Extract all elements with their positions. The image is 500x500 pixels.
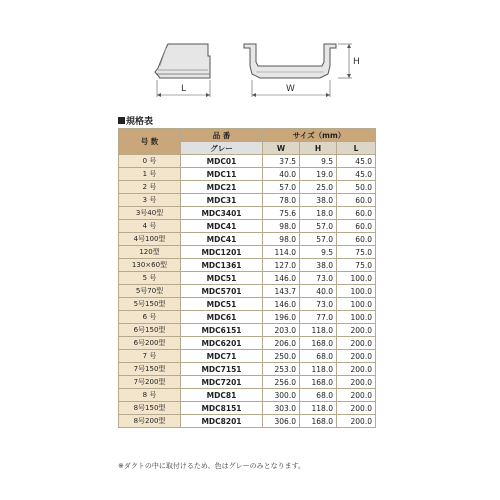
width-cell: 306.0 xyxy=(263,415,300,428)
width-cell: 114.0 xyxy=(263,246,300,259)
length-cell: 200.0 xyxy=(337,402,376,415)
length-cell: 60.0 xyxy=(337,220,376,233)
table-row xyxy=(119,311,376,324)
width-cell: 300.0 xyxy=(263,389,300,402)
width-cell: 146.0 xyxy=(263,298,300,311)
header-product: 品 番 xyxy=(181,129,263,142)
height-cell: 19.0 xyxy=(300,168,337,181)
width-cell: 203.0 xyxy=(263,324,300,337)
length-cell: 60.0 xyxy=(337,207,376,220)
height-cell: 57.0 xyxy=(300,220,337,233)
width-cell: 57.0 xyxy=(263,181,300,194)
row-number-cell: 7号200型 xyxy=(119,376,181,389)
header-size: サイズ（mm） xyxy=(263,129,376,142)
height-cell: 77.0 xyxy=(300,311,337,324)
product-code-cell: MDC01 xyxy=(181,155,263,168)
product-diagram xyxy=(0,0,500,112)
length-cell: 200.0 xyxy=(337,415,376,428)
length-cell: 45.0 xyxy=(337,168,376,181)
height-cell: 9.5 xyxy=(300,246,337,259)
length-cell: 75.0 xyxy=(337,246,376,259)
width-cell: 75.6 xyxy=(263,207,300,220)
row-number-cell: 6号200型 xyxy=(119,337,181,350)
header-w: W xyxy=(263,142,300,155)
header-color: グレー xyxy=(181,142,263,155)
width-cell: 143.7 xyxy=(263,285,300,298)
row-number-cell: 5号150型 xyxy=(119,298,181,311)
section-title xyxy=(118,114,153,127)
dimension-label-w: W xyxy=(286,84,295,94)
width-cell: 206.0 xyxy=(263,337,300,350)
table-row xyxy=(119,168,376,181)
product-code-cell: MDC11 xyxy=(181,168,263,181)
table-row xyxy=(119,272,376,285)
length-cell: 100.0 xyxy=(337,285,376,298)
width-cell: 250.0 xyxy=(263,350,300,363)
row-number-cell: 0 号 xyxy=(119,155,181,168)
row-number-cell: 130×60型 xyxy=(119,259,181,272)
height-cell: 68.0 xyxy=(300,350,337,363)
length-cell: 200.0 xyxy=(337,389,376,402)
width-cell: 78.0 xyxy=(263,194,300,207)
table-row xyxy=(119,259,376,272)
product-code-cell: MDC51 xyxy=(181,272,263,285)
table-row xyxy=(119,350,376,363)
height-cell: 118.0 xyxy=(300,363,337,376)
product-code-cell: MDC21 xyxy=(181,181,263,194)
length-cell: 75.0 xyxy=(337,259,376,272)
height-cell: 25.0 xyxy=(300,181,337,194)
width-cell: 98.0 xyxy=(263,220,300,233)
row-number-cell: 8 号 xyxy=(119,389,181,402)
length-cell: 100.0 xyxy=(337,311,376,324)
spec-table xyxy=(118,128,376,428)
width-cell: 98.0 xyxy=(263,233,300,246)
height-cell: 9.5 xyxy=(300,155,337,168)
header-number: 号 数 xyxy=(119,129,181,155)
row-number-cell: 3 号 xyxy=(119,194,181,207)
table-row xyxy=(119,415,376,428)
table-header-row xyxy=(119,129,376,142)
height-cell: 40.0 xyxy=(300,285,337,298)
width-cell: 146.0 xyxy=(263,272,300,285)
width-cell: 303.0 xyxy=(263,402,300,415)
table-row xyxy=(119,233,376,246)
product-code-cell: MDC8201 xyxy=(181,415,263,428)
header-h: H xyxy=(300,142,337,155)
width-cell: 127.0 xyxy=(263,259,300,272)
row-number-cell: 2 号 xyxy=(119,181,181,194)
length-cell: 200.0 xyxy=(337,337,376,350)
product-code-cell: MDC1361 xyxy=(181,259,263,272)
row-number-cell: 8号200型 xyxy=(119,415,181,428)
length-cell: 100.0 xyxy=(337,272,376,285)
table-row xyxy=(119,246,376,259)
product-code-cell: MDC81 xyxy=(181,389,263,402)
table-row xyxy=(119,207,376,220)
height-cell: 73.0 xyxy=(300,298,337,311)
width-cell: 256.0 xyxy=(263,376,300,389)
length-cell: 200.0 xyxy=(337,363,376,376)
length-cell: 100.0 xyxy=(337,298,376,311)
table-row xyxy=(119,402,376,415)
width-cell: 196.0 xyxy=(263,311,300,324)
length-cell: 45.0 xyxy=(337,155,376,168)
height-cell: 168.0 xyxy=(300,337,337,350)
product-code-cell: MDC6201 xyxy=(181,337,263,350)
height-cell: 118.0 xyxy=(300,324,337,337)
height-cell: 168.0 xyxy=(300,376,337,389)
footnote: ※ダクトの中に取付けるため、色はグレーのみとなります。 xyxy=(118,462,306,470)
width-cell: 253.0 xyxy=(263,363,300,376)
length-cell: 200.0 xyxy=(337,376,376,389)
row-number-cell: 4 号 xyxy=(119,220,181,233)
row-number-cell: 1 号 xyxy=(119,168,181,181)
product-code-cell: MDC7201 xyxy=(181,376,263,389)
row-number-cell: 6 号 xyxy=(119,311,181,324)
dimension-label-h: H xyxy=(353,57,360,67)
product-code-cell: MDC41 xyxy=(181,233,263,246)
height-cell: 73.0 xyxy=(300,272,337,285)
height-cell: 38.0 xyxy=(300,259,337,272)
table-row xyxy=(119,324,376,337)
height-cell: 18.0 xyxy=(300,207,337,220)
length-cell: 50.0 xyxy=(337,181,376,194)
product-code-cell: MDC7151 xyxy=(181,363,263,376)
height-cell: 68.0 xyxy=(300,389,337,402)
product-code-cell: MDC3401 xyxy=(181,207,263,220)
product-code-cell: MDC41 xyxy=(181,220,263,233)
length-cell: 60.0 xyxy=(337,194,376,207)
dimension-label-l: L xyxy=(181,84,187,94)
row-number-cell: 6号150型 xyxy=(119,324,181,337)
row-number-cell: 5号70型 xyxy=(119,285,181,298)
table-row xyxy=(119,285,376,298)
table-row xyxy=(119,389,376,402)
table-row xyxy=(119,363,376,376)
product-code-cell: MDC1201 xyxy=(181,246,263,259)
table-row xyxy=(119,220,376,233)
product-code-cell: MDC61 xyxy=(181,311,263,324)
height-cell: 38.0 xyxy=(300,194,337,207)
table-row xyxy=(119,376,376,389)
table-row xyxy=(119,194,376,207)
table-row xyxy=(119,337,376,350)
product-code-cell: MDC31 xyxy=(181,194,263,207)
width-cell: 40.0 xyxy=(263,168,300,181)
product-code-cell: MDC5701 xyxy=(181,285,263,298)
product-code-cell: MDC6151 xyxy=(181,324,263,337)
width-cell: 37.5 xyxy=(263,155,300,168)
table-row xyxy=(119,181,376,194)
row-number-cell: 7 号 xyxy=(119,350,181,363)
row-number-cell: 5 号 xyxy=(119,272,181,285)
front-view-drawing xyxy=(244,44,352,97)
section-title-text: 規格表 xyxy=(126,117,154,127)
table-row xyxy=(119,155,376,168)
row-number-cell: 3号40型 xyxy=(119,207,181,220)
header-l: L xyxy=(337,142,376,155)
product-code-cell: MDC71 xyxy=(181,350,263,363)
product-code-cell: MDC51 xyxy=(181,298,263,311)
row-number-cell: 7号150型 xyxy=(119,363,181,376)
row-number-cell: 4号100型 xyxy=(119,233,181,246)
length-cell: 60.0 xyxy=(337,233,376,246)
height-cell: 57.0 xyxy=(300,233,337,246)
height-cell: 118.0 xyxy=(300,402,337,415)
row-number-cell: 8号150型 xyxy=(119,402,181,415)
square-bullet-icon xyxy=(118,117,125,124)
product-code-cell: MDC8151 xyxy=(181,402,263,415)
spec-table-body xyxy=(119,155,376,428)
table-row xyxy=(119,298,376,311)
length-cell: 200.0 xyxy=(337,324,376,337)
height-cell: 168.0 xyxy=(300,415,337,428)
row-number-cell: 120型 xyxy=(119,246,181,259)
length-cell: 200.0 xyxy=(337,350,376,363)
